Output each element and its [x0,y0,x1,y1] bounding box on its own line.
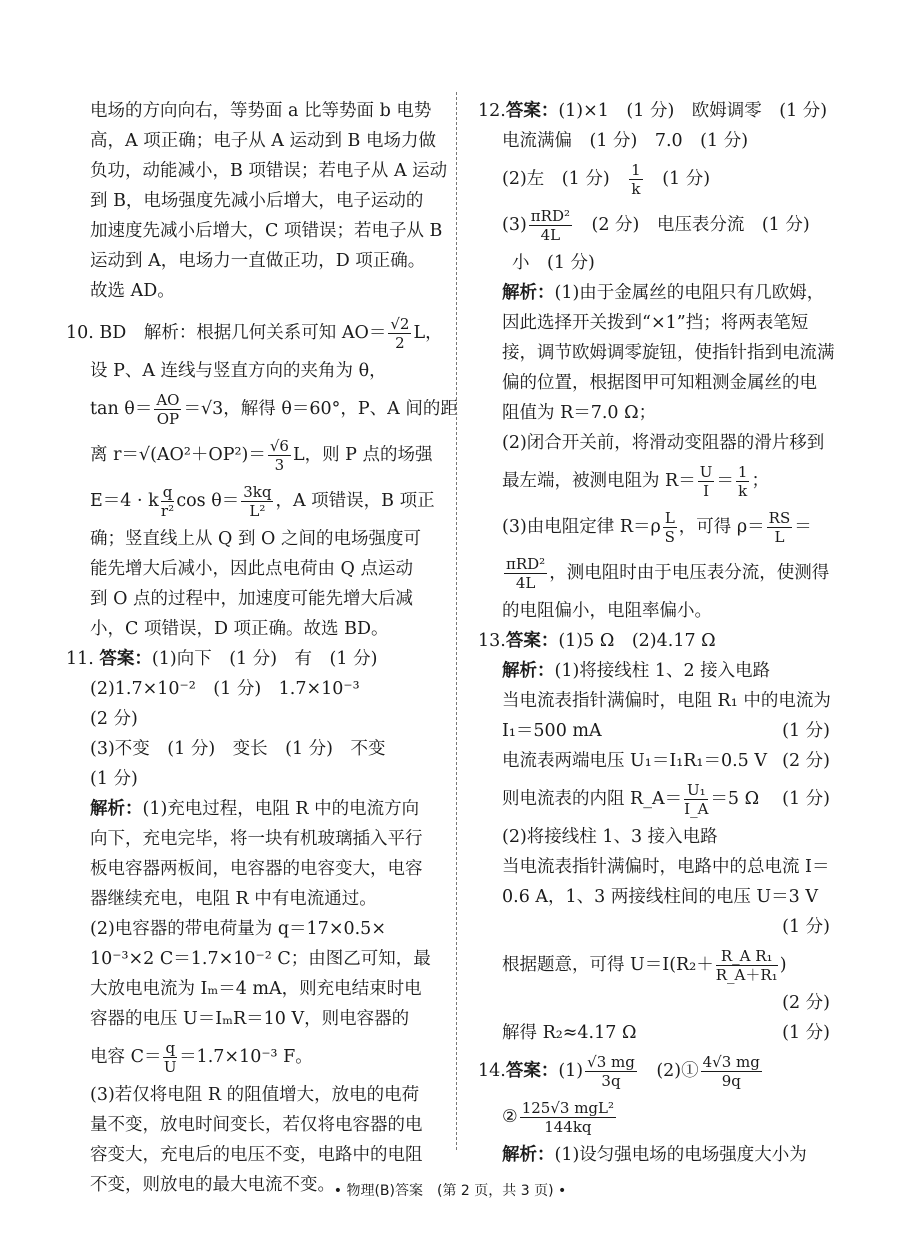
right-column [478,96,835,1170]
question-13 [478,626,830,1048]
fraction: $\frac{√6}{3}$ [269,437,289,474]
text-line: 负功，动能减小，B 项错误；若电子从 A 运动 [90,161,448,181]
text: (1)设匀强电场的电场强度大小为 [554,1145,807,1165]
answer-label: 答案： [505,1061,559,1081]
fraction: $\frac{√3 mg}{3q}$ [587,1053,635,1090]
score: (1 分) [782,1023,830,1043]
score: (1 分) [782,721,830,741]
question-number: 13. [478,631,506,651]
fraction: $\frac{\text{πRD²}}{4L}$ [506,555,546,592]
text-line: 因此选择开关拨到“×1”挡；将两表笔短 [502,313,809,333]
question-number: 10. [66,323,94,343]
text: L， [413,323,443,343]
question-10 [66,310,458,644]
text-line: 电流满偏 (1 分) 7.0 (1 分) [502,131,749,151]
text-line: 接，调节欧姆调零旋钮，使指针指到电流满 [502,343,835,363]
question-14 [478,1048,830,1170]
fraction: $\frac{\text{πRD²}}{4L}$ [530,207,570,244]
text-line: 到 O 点的过程中，加速度可能先增大后减 [90,589,413,609]
text: (1)向下 (1 分) 有 (1 分) [151,649,378,669]
text: ，A 项错误，B 项正 [275,491,435,511]
text-line: (2)电容器的带电荷量为 q＝17×0.5× [90,919,386,939]
text-line: (1 分) [90,769,138,789]
text-line: 当电流表指针满偏时，电路中的总电流 I＝ [502,857,830,877]
question-number: 14. [478,1061,506,1081]
text-line: 容器的电压 U＝IₘR＝10 V，则电容器的 [90,1009,410,1029]
fraction: $\frac{q}{U}$ [163,1039,177,1076]
text: ② [502,1107,518,1127]
question-number: 12. [478,101,506,121]
fraction: $\frac{L}{S}$ [664,509,675,546]
fraction: $\frac{4√3 mg}{9q}$ [702,1053,760,1090]
text: ＝5 Ω [710,789,760,809]
text: 则电流表的内阻 R_A＝ [502,789,683,809]
text-line: 高，A 项正确；电子从 A 运动到 B 电场力做 [90,131,436,151]
text-line: 阻值为 R＝7.0 Ω； [502,403,657,423]
text-line: 到 B，电场强度先减小后增大，电子运动的 [90,191,424,211]
fraction: $\frac{AO}{OP}$ [156,391,180,428]
text-line: 量不变，放电时间变长，若仅将电容器的电 [90,1115,423,1135]
text: (1 分) [662,169,711,189]
text: I₁＝500 mA [502,721,602,741]
text: ，可得 ρ＝ [678,517,765,537]
fraction: $\frac{U}{I}$ [699,463,713,500]
fraction: $\frac{√2}{2}$ [390,315,410,352]
text: ＝ [794,517,812,537]
text-line: 小，C 项错误，D 项正确。故选 BD。 [90,619,389,639]
text: (1)由于金属丝的电阻只有几欧姆， [554,283,825,303]
text: ＝√3，解得 θ＝60°，P、A 间的距 [183,399,458,419]
text-line: (3)若仅将电阻 R 的阻值增大，放电的电荷 [90,1085,420,1105]
text: ＝ [716,471,734,491]
text: (1)5 Ω (2)4.17 Ω [558,631,716,651]
fraction: $\frac{\text{R\_A R₁}}{\text{R\_A＋R₁}}$ [715,947,778,984]
fraction: $\frac{1}{k}$ [631,161,641,198]
text: BD 解析：根据几何关系可知 AO＝ [99,323,387,343]
text-line: 电场的方向向右，等势面 a 比等势面 b 电势 [90,101,432,121]
text-line: 加速度先减小后增大，C 项错误；若电子从 B [90,221,443,241]
text-line: 容变大，充电后的电压不变，电路中的电阻 [90,1145,423,1165]
fraction: $\frac{\text{125√3 mgL²}}{144kq}$ [521,1099,615,1136]
text: (1)×1 (1 分) 欧姆调零 (1 分) [558,101,828,121]
fraction: $\frac{\text{U₁}}{I\_A}$ [684,781,709,818]
score: (1 分) [782,789,830,809]
text: (3) [502,215,527,235]
text: cos θ＝ [176,491,240,511]
text-line: 确；竖直线上从 Q 到 O 之间的电场强度可 [90,529,421,549]
text-line: 运动到 A，电场力一直做正功，D 项正确。 [90,251,426,271]
text: 解得 R₂≈4.17 Ω [502,1023,637,1043]
text: 电流表两端电压 U₁＝I₁R₁＝0.5 V [502,751,767,771]
fraction: $\frac{RS}{L}$ [768,509,791,546]
text: ，测电阻时由于电压表分流，使测得 [549,563,830,583]
text: 最左端，被测电阻为 R＝ [502,471,696,491]
text-line: 板电容器两板间，电容器的电容变大，电容 [90,859,423,879]
text: 电容 C＝ [90,1047,162,1067]
text: (2)左 (1 分) [502,169,610,189]
text: (2)① [638,1061,699,1081]
text-line: 向下，充电完毕，将一块有机玻璃插入平行 [90,829,423,849]
text: ) [779,955,787,975]
text-line: (2)闭合开关前，将滑动变阻器的滑片移到 [502,433,825,453]
question-12 [478,96,835,626]
text-line: 故选 AD。 [90,281,175,301]
fraction: $\frac{1}{k}$ [737,463,748,500]
answer-label: 答案： [99,649,152,669]
text-line: 0.6 A，1、3 两接线柱间的电压 U＝3 V [502,887,819,907]
question-number: 11. [66,649,94,669]
text: (1) [558,1061,584,1081]
text-line: (2)将接线柱 1、3 接入电路 [502,827,718,847]
text: L，则 P 点的场强 [292,445,433,465]
text: 根据题意，可得 U＝I(R₂＋ [502,955,714,975]
text-line: 器继续充电，电阻 R 中有电流通过。 [90,889,377,909]
explanation-label: 解析： [502,661,555,681]
text-line: 的电阻偏小，电阻率偏小。 [502,601,712,621]
score: (1 分) [782,917,830,937]
text: 离 r＝√(AO²＋OP²)＝ [90,445,266,465]
text: (3)由电阻定律 R＝ρ [502,517,661,537]
fraction: $\frac{3kq}{\text{L²}}$ [243,483,272,520]
text: ＝1.7×10⁻³ F。 [179,1047,313,1067]
text-line: 不变，则放电的最大电流不变。 [90,1175,335,1195]
score: (2 分) [782,751,830,771]
answer-label: 答案： [505,101,559,121]
text: E＝4 · k [90,491,159,511]
text-line: (2 分) [90,709,138,729]
explanation-label: 解析： [90,799,143,819]
answer-label: 答案： [505,631,559,651]
text-line: (2)1.7×10⁻² (1 分) 1.7×10⁻³ [90,679,360,699]
text-line: 大放电电流为 Iₘ＝4 mA，则充电结束时电 [90,979,422,999]
page-footer: • 物理(B)答案 (第 2 页，共 3 页) • [333,1183,567,1199]
text: (2 分) 电压表分流 (1 分) [591,215,810,235]
text: ； [751,471,769,491]
text-line: 当电流表指针满偏时，电阻 R₁ 中的电流为 [502,691,831,711]
text-line: 10⁻³×2 C＝1.7×10⁻² C；由图乙可知，最 [90,949,431,969]
text-line: 能先增大后减小，因此点电荷由 Q 点运动 [90,559,413,579]
explanation-label: 解析： [502,283,555,303]
column-divider [456,92,457,1150]
explanation-label: 解析： [502,1145,555,1165]
text-line: 偏的位置，根据图甲可知粗测金属丝的电 [502,373,817,393]
score: (2 分) [782,993,830,1013]
question-11 [66,644,440,1200]
text: (1)将接线柱 1、2 接入电路 [554,661,771,681]
text-line: 小 (1 分) [512,253,595,273]
text-line: (3)不变 (1 分) 变长 (1 分) 不变 [90,739,386,759]
fraction: $\frac{q}{\text{r²}}$ [160,483,175,520]
text-line: 设 P、A 连线与竖直方向的夹角为 θ， [90,361,387,381]
text: tan θ＝ [90,399,153,419]
text: (1)充电过程，电阻 R 中的电流方向 [142,799,420,819]
